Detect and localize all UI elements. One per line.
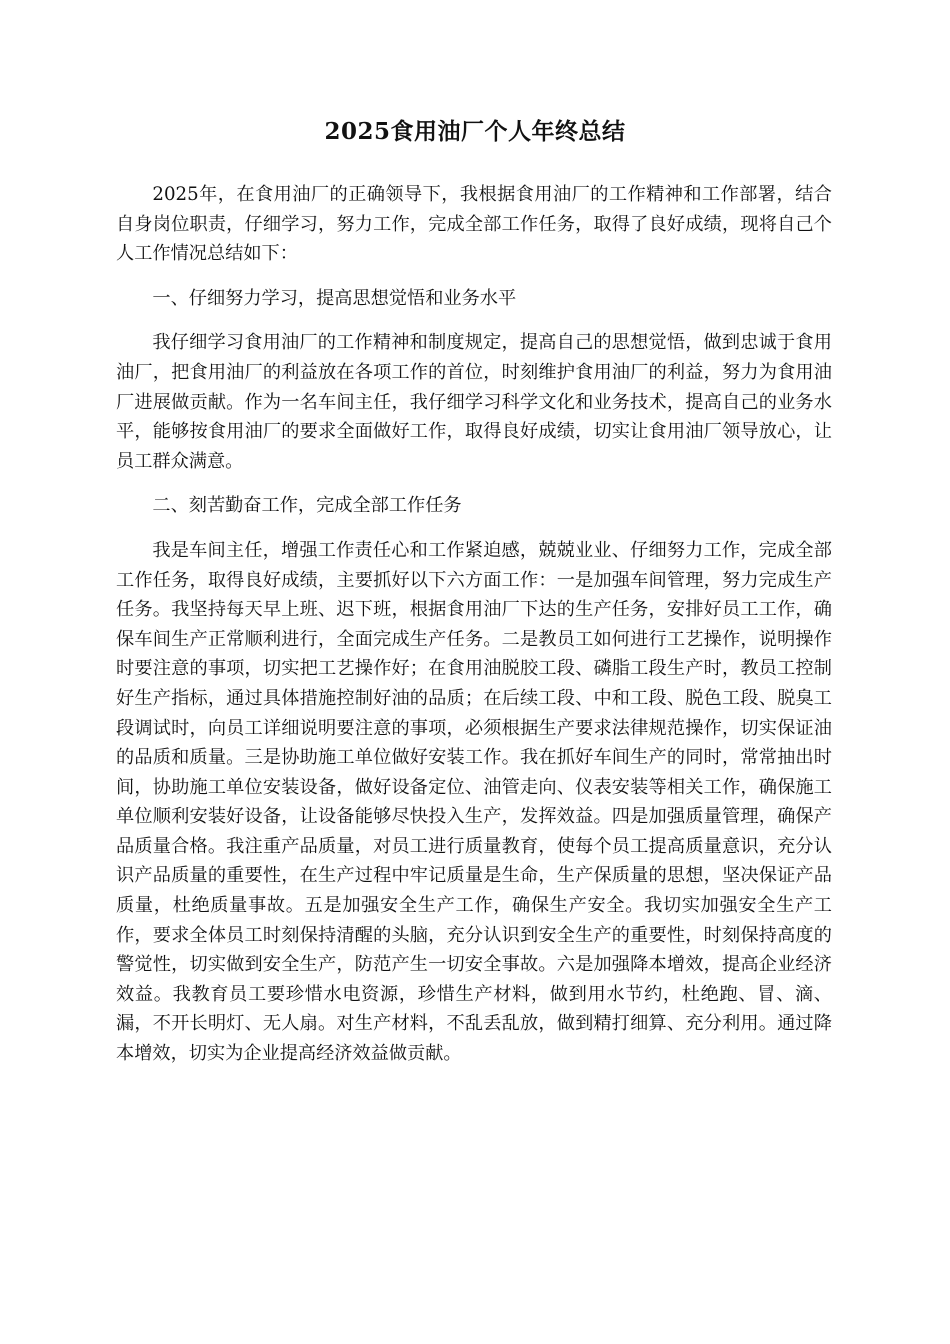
document-body (116, 180, 832, 1084)
section-heading-2: 二、刻苦勤奋工作，完成全部工作任务 (152, 495, 462, 517)
section-2-paragraph: 我是车间主任，增强工作责任心和工作紧迫感，兢兢业业、仔细努力工作，完成全部工作任务，取得良好成绩，主要抓好以下六方面工作：一是加强车间管理，努力完成生产任务。我坚持每天早上班、迟下班，根据食用油厂下达的生产任务，安排好员工工作，确保车间生产正常顺利进行，全面完成生产任务。二是教员工如何进行工艺操作，说明操作时要注意的事项，切实把工艺操作好；在食用油脱胶工段、磷脂工段生产时，教员工控制好生产指标，通过具体措施控制好油的品质；在后续工段、中和工段、脱色工段、脱臭工段调试时，向员工详细说明要注意的事项，必须根据生产要求法律规范操作，切实保证油的品质和质量。三是协助施工单位做好安装工作。我在抓好车间生产的同时，常常抽出时间，协助施工单位安装设备，做好设备定位、油管走向、仪表安装等相关工作，确保施工单位顺利安装好设备，让设备能够尽快投入生产，发挥效益。四是加强质量管理，确保产品质量合格。我注重产品质量，对员工进行质量教育，使每个员工提高质量意识，充分认识产品质量的重要性，在生产过程中牢记质量是生命，生产保质量的思想，坚决保证产品质量，杜绝质量事故。五是加强安全生产工作，确保生产安全。我切实加强安全生产工作，要求全体员工时刻保持清醒的头脑，充分认识到安全生产的重要性，时刻保持高度的警觉性，切实做到安全生产，防范产生一切安全事故。六是加强降本增效，提高企业经济效益。我教育员工要珍惜水电资源，珍惜生产材料，做到用水节约，杜绝跑、冒、滴、漏，不开长明灯、无人扇。对生产材料，不乱丢乱放，做到精打细算、充分利用。通过降本增效，切实为企业提高经济效益做贡献。 (116, 539, 832, 1065)
section-heading-1: 一、仔细努力学习，提高思想觉悟和业务水平 (152, 287, 517, 309)
section-1-paragraph: 我仔细学习食用油厂的工作精神和制度规定，提高自己的思想觉悟，做到忠诚于食用油厂，把食用油厂的利益放在各项工作的首位，时刻维护食用油厂的利益，努力为食用油厂进展做贡献。作为一名车间主任，我仔细学习科学文化和业务技术，提高自己的业务水平，能够按食用油厂的要求全面做好工作，取得良好成绩，切实让食用油厂领导放心，让员工群众满意。 (116, 332, 832, 472)
document-title: 2025食用油厂个人年终总结 (324, 118, 626, 145)
intro-paragraph: 2025年，在食用油厂的正确领导下，我根据食用油厂的工作精神和工作部署，结合自身岗位职责，仔细学习，努力工作，完成全部工作任务，取得了良好成绩，现将自己个人工作情况总结如下： (116, 184, 832, 265)
